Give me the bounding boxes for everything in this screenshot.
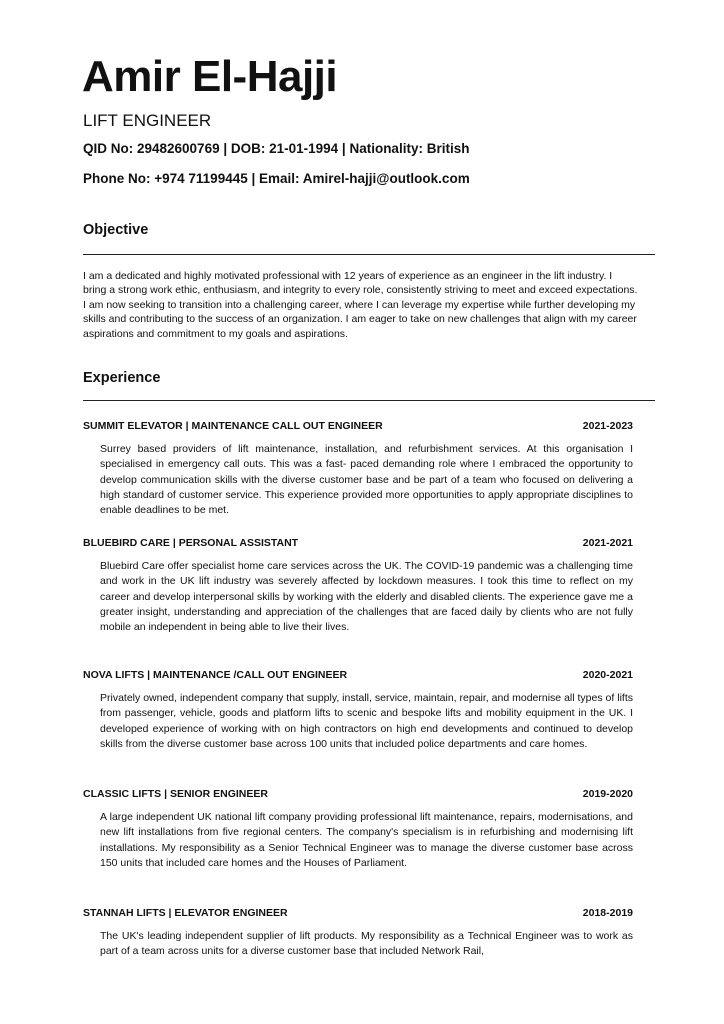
id-details-line: QID No: 29482600769 | DOB: 21-01-1994 | Nationality: British <box>83 141 470 156</box>
job-dates: 2019-2020 <box>582 788 633 800</box>
job-title: CLASSIC LIFTS | SENIOR ENGINEER <box>83 788 268 800</box>
objective-divider <box>83 254 655 255</box>
job-title: SUMMIT ELEVATOR | MAINTENANCE CALL OUT ENGINEER <box>83 420 383 432</box>
job-description: A large independent UK national lift company providing professional lift maintenance, repairs, modernisations, and new lift installations from five regional centers. The company's specialism is in refurbishing and modernising lift installations. My responsibility as a Senior Technical Engineer was to manage the diverse customer base across 150 units that included care homes and the Houses of Parliament. <box>100 811 633 869</box>
job-entry <box>83 669 633 752</box>
experience-heading: Experience <box>83 370 161 386</box>
job-title: BLUEBIRD CARE | PERSONAL ASSISTANT <box>83 537 299 549</box>
job-dates: 2018-2019 <box>582 907 633 919</box>
job-title: STANNAH LIFTS | ELEVATOR ENGINEER <box>83 907 288 919</box>
job-title: NOVA LIFTS | MAINTENANCE /CALL OUT ENGINEER <box>83 669 348 681</box>
job-description: Surrey based providers of lift maintenance, installation, and refurbishment services. At this organisation I specialised in emergency call outs. This was a fast- paced demanding role where I embraced the opportunity to develop communication skills with the diverse customer base and be part of a team who focused on delivering a high standard of customer service. This experience provided more opportunities to apply appropriate disciplines to enable deadlines to be met. <box>100 443 633 517</box>
job-entry <box>83 907 633 960</box>
candidate-title: LIFT ENGINEER <box>83 111 212 130</box>
job-entry <box>83 537 633 635</box>
job-description: The UK's leading independent supplier of lift products. My responsibility as a Technical Engineer was to work as part of a team across units for a diverse customer base that included Network Rail, <box>100 930 633 958</box>
contact-details-line: Phone No: +974 71199445 | Email: Amirel-hajji@outlook.com <box>83 171 470 186</box>
objective-heading: Objective <box>83 222 149 238</box>
experience-divider <box>83 400 655 401</box>
job-dates: 2021-2021 <box>582 537 633 549</box>
job-entry <box>83 788 633 871</box>
candidate-name: Amir El-Hajji <box>82 52 338 101</box>
objective-text: I am a dedicated and highly motivated professional with 12 years of experience as an engineer in the lift industry. I bring a strong work ethic, enthusiasm, and integrity to every role, consistently striving to meet and exceed expectations. I am now seeking to transition into a challenging career, where I can leverage my expertise while further developing my skills and contributing to the success of an organization. I am eager to take on new challenges that align with my career aspirations and commitment to my goals and aspirations. <box>83 270 638 340</box>
job-dates: 2020-2021 <box>582 669 633 681</box>
job-description: Privately owned, independent company that supply, install, service, maintain, repair, and modernise all types of lifts from passenger, vehicle, goods and platform lifts to scenic and bespoke lifts and mobility equipment in the UK. I developed experience of working with on high contractors on high end developments and continued to develop skills from the diverse customer base across 100 units that included police departments and care homes. <box>100 692 633 750</box>
job-description: Bluebird Care offer specialist home care services across the UK. The COVID-19 pandemic was a challenging time and work in the UK lift industry was severely affected by lockdown measures. I took this time to reflect on my career and develop interpersonal skills by working with the elderly and disabled clients. The experience gave me a greater insight, understanding and appreciation of the challenges that are faced daily by clients who are not fully mobile an independent in being able to live their lives. <box>100 560 633 634</box>
job-entry <box>83 420 633 518</box>
job-dates: 2021-2023 <box>582 420 633 432</box>
